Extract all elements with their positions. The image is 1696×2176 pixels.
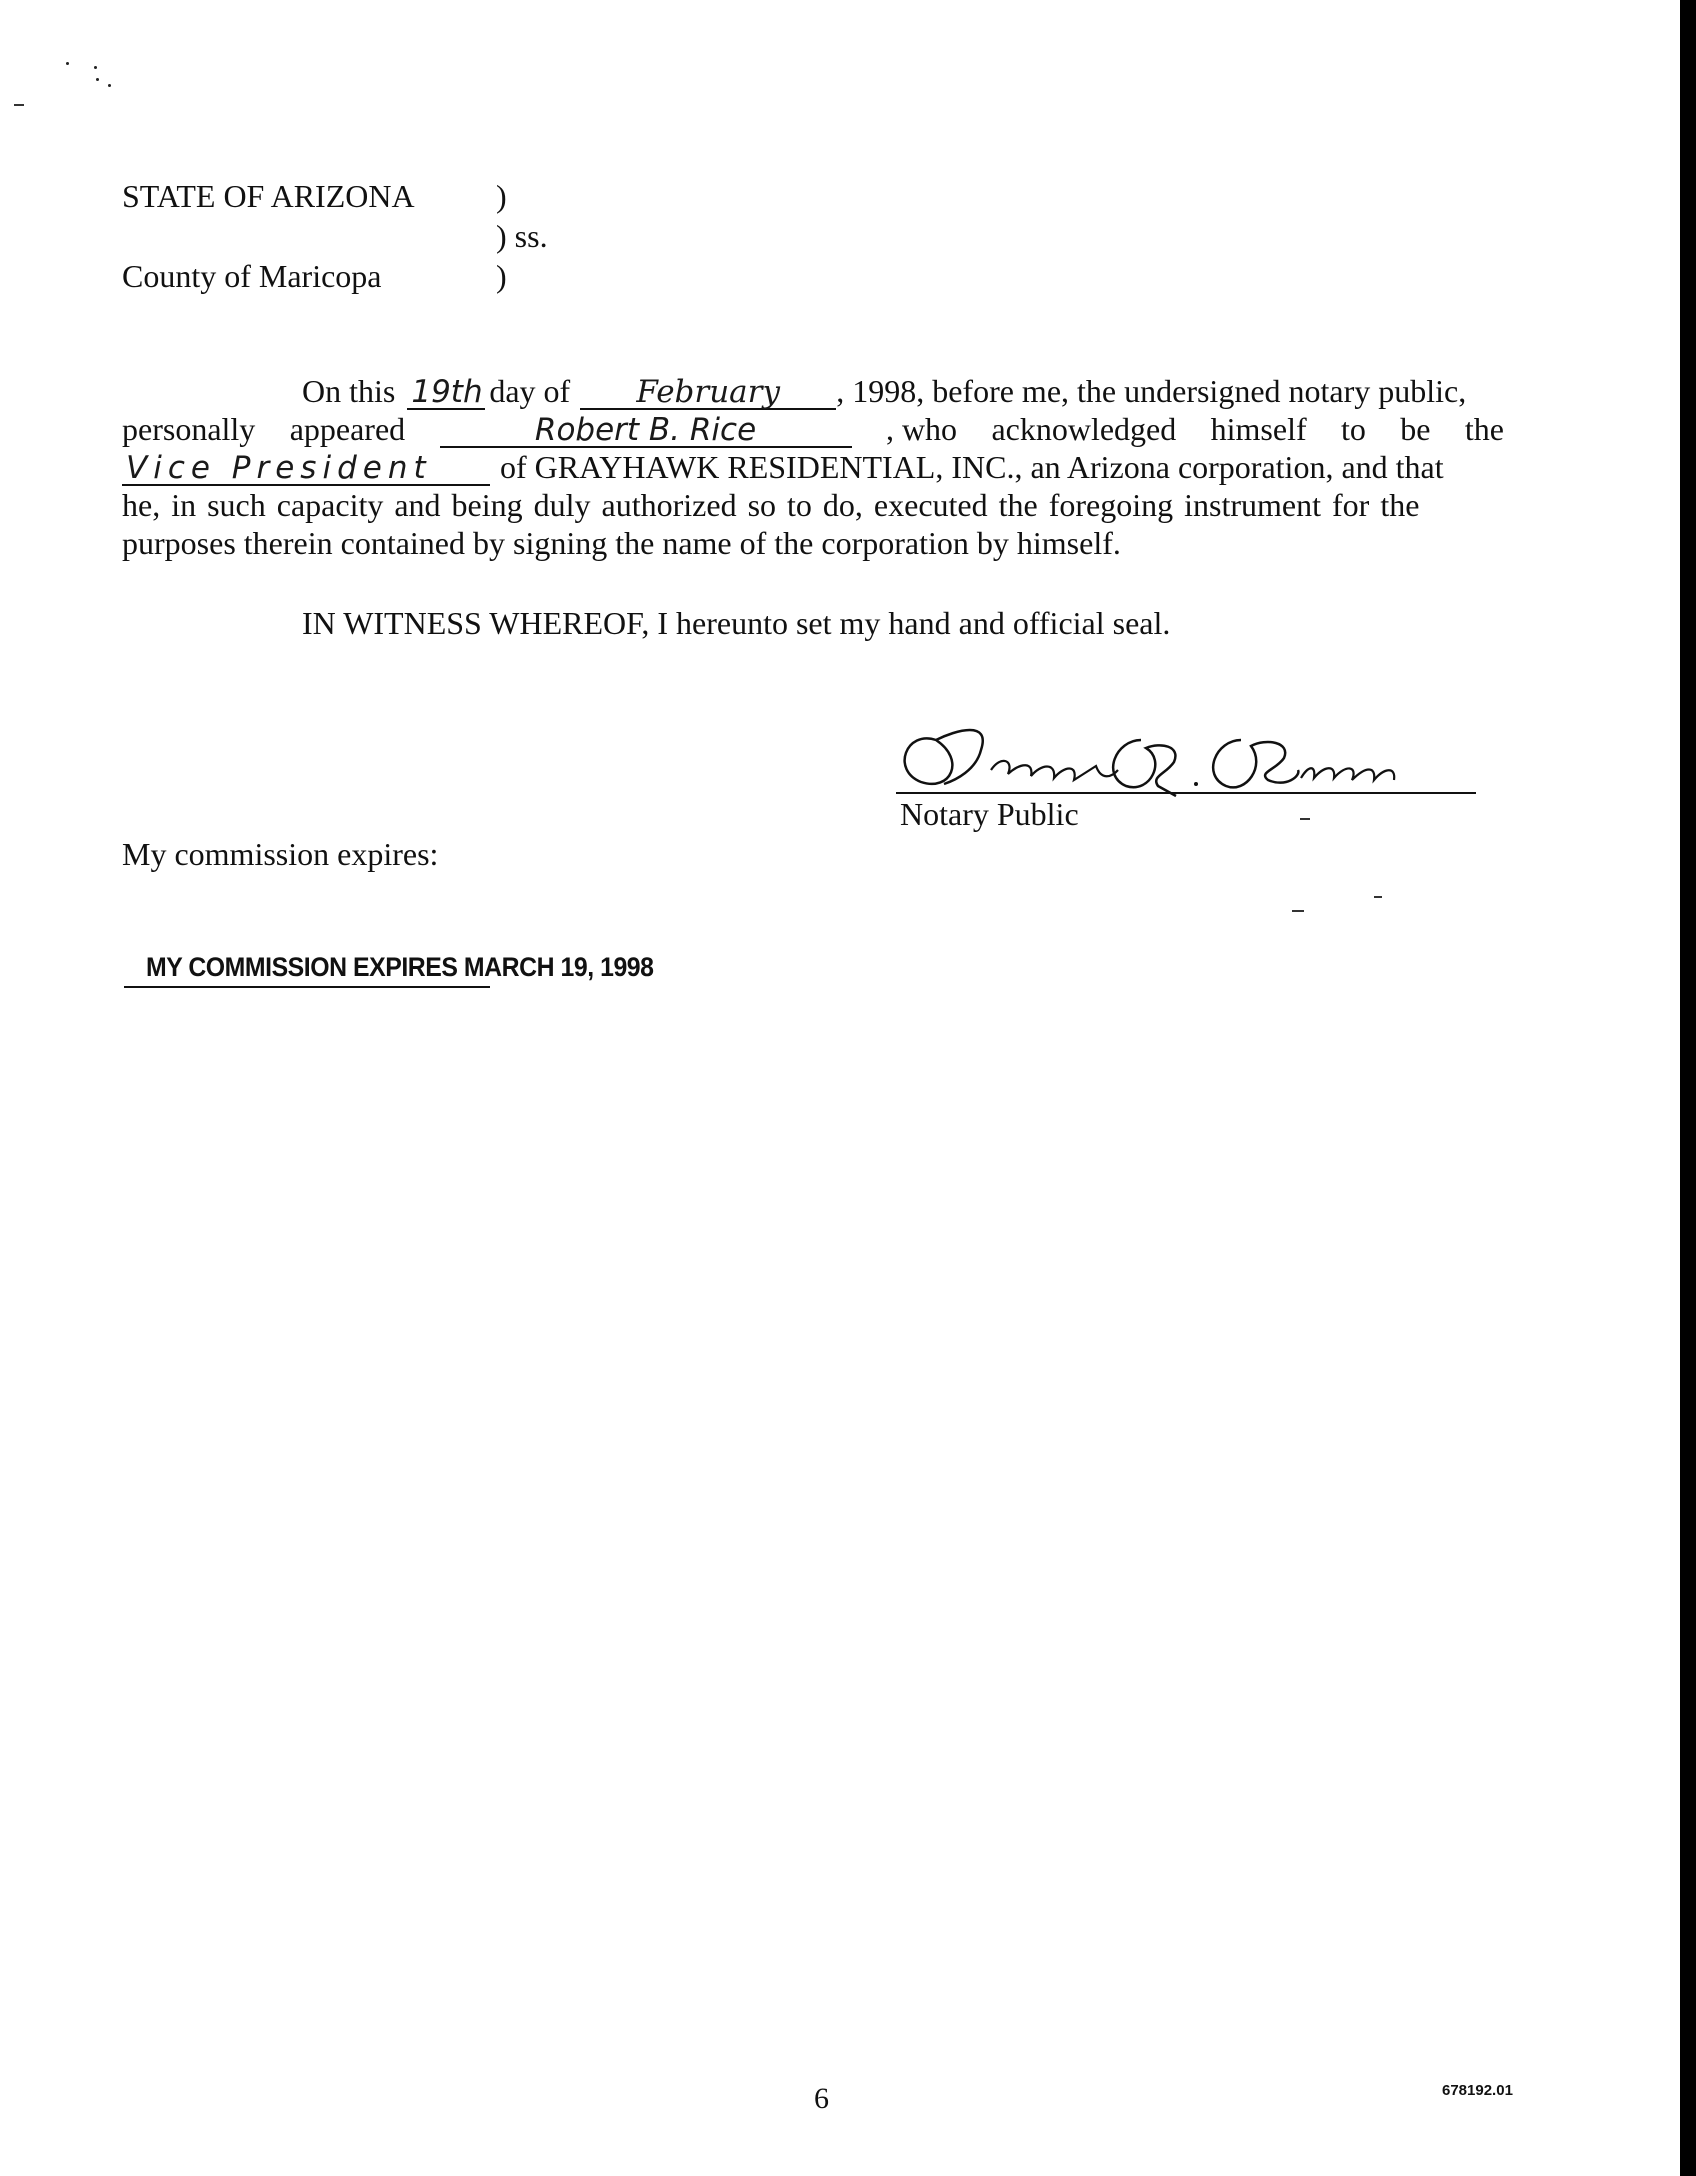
who-clause-word: acknowledged [991, 411, 1177, 447]
witness-line [122, 604, 1170, 642]
acknowledgment-paragraph [122, 372, 1504, 562]
who-clause-word: , who [885, 411, 958, 447]
scan-mark [14, 104, 24, 106]
venue-paren: ) [496, 258, 507, 294]
signature-block [896, 700, 1476, 832]
notary-signature [896, 700, 1476, 800]
county-label: County of Maricopa [122, 258, 382, 294]
signature-rule [896, 792, 1476, 794]
scan-speck [94, 66, 97, 69]
ack-line-3-text: of GRAYHAWK RESIDENTIAL, INC., an Arizona corporation, and that [500, 449, 1444, 485]
personally-text: personally [122, 411, 256, 447]
day-handwritten: 19th [407, 376, 485, 410]
scan-mark [1300, 818, 1310, 820]
notary-public-label: Notary Public [900, 796, 1079, 832]
signer-handwritten: Robert B. Rice [440, 414, 852, 448]
day-of-text: day of [489, 373, 571, 409]
month-handwritten: February [580, 376, 836, 410]
year-clause: , 1998, before me, the undersigned notary public, [836, 373, 1467, 409]
commission-stamp: MY COMMISSION EXPIRES MARCH 19, 1998 [146, 952, 654, 982]
who-clause-word: to [1341, 411, 1366, 447]
ack-line-3 [122, 448, 1504, 486]
witness-text: IN WITNESS WHEREOF, I hereunto set my hand and official seal. [302, 605, 1171, 641]
venue-paren: ) [496, 178, 507, 214]
page-number: 6 [814, 2082, 829, 2115]
who-clause-word: the [1464, 411, 1504, 447]
ack-line-4 [122, 486, 1504, 524]
on-this-text: On this [302, 373, 396, 409]
commission-label: My commission expires: [122, 836, 439, 872]
who-clause-word: be [1400, 411, 1431, 447]
scan-mark [1292, 910, 1304, 912]
state-label: STATE OF ARIZONA [122, 178, 415, 214]
scan-speck [96, 78, 99, 81]
scan-speck [108, 84, 111, 87]
scan-speck [66, 62, 69, 65]
title-handwritten: Vice President [122, 452, 490, 486]
ack-line-1 [122, 372, 1504, 410]
ack-line-4-text: he, in such capacity and being duly authorized so to do, executed the foregoing instrument for the [122, 487, 1420, 523]
scan-mark [1374, 896, 1382, 898]
ack-line-2 [122, 410, 1504, 448]
document-code: 678192.01 [1442, 2082, 1513, 2099]
who-clause-word: himself [1210, 411, 1307, 447]
venue-ss: ) ss. [496, 218, 548, 254]
commission-rule [124, 986, 490, 988]
ack-line-5 [122, 524, 1504, 562]
scan-edge [1680, 0, 1696, 2176]
appeared-text: appeared [289, 411, 406, 447]
ack-line-5-text: purposes therein contained by signing the name of the corporation by himself. [122, 525, 1121, 561]
